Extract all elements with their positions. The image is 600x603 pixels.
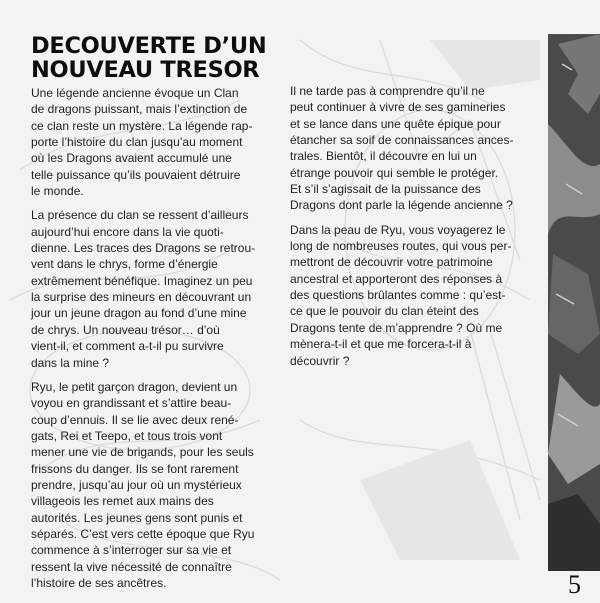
right-paragraph-1: Il ne tarde pas à comprendre qu’il ne peut continuer à vivre de ses gamineries et se lance dans une quête épique pour étancher sa soif de connaissances ances- trales. Bientôt, il découvre en lui un étrange pouvoir qui semble le protéger. Et s’il s’agissait de la puissance des Dragons dont parle la légende ancienne ? [290, 84, 514, 213]
left-paragraph-1: Une légende ancienne évoque un Clan de dragons puissant, mais l’extinction de ce clan reste un mystère. La légende rap- porte l’histoire du clan jusqu’au moment où les Dragons avaient accumulé une telle puissance qu’ils pouvaient détruire le monde. [31, 86, 253, 199]
left-paragraph-2: La présence du clan se ressent d’ailleurs aujourd’hui encore dans la vie quoti- dienne. Les traces des Dragons se retrou- vent dans le chrys, forme d’énergie extrêmement bénéfique. Imaginez un peu la surprise des mineurs en découvrant un jour un jeune dragon au fond d’une mine de chrys. Un nouveau trésor… d’où vient-il, et comment a-t-il pu survivre dans la mine ? [31, 208, 256, 370]
page-title: DECOUVERTE D’UN NOUVEAU TRESOR [31, 33, 267, 83]
page-number: 5 [568, 570, 581, 599]
character-artwork [548, 34, 600, 571]
left-text-column [31, 85, 271, 599]
right-text-column [290, 83, 522, 377]
character-artwork-strip [548, 34, 600, 571]
left-paragraph-3: Ryu, le petit garçon dragon, devient un voyou en grandissant et s’attire beau- coup d’ennuis. Il se lie avec deux rené- gats, Rei et Teepo, et tous trois vont mener une vie de brigands, pour les seuls frissons du danger. Ils se font rarement prendre, jusqu’au jour où un mystérieux villageois les remet aux mains des autorités. Les jeunes gens sont punis et séparés. C’est vers cette époque que Ryu commence à s’interroger sur sa vie et ressent la vive nécessité de connaître l’histoire de ses ancêtres. [31, 379, 255, 590]
right-paragraph-2: Dans la peau de Ryu, vous voyagerez le long de nombreuses routes, qui vous per- mettront de découvrir votre patrimoine ancestral et apporteront des réponses à des questions brûlantes comme : qu’est- ce que le pouvoir du clan éteint des Dragons tente de m’apprendre ? Où me mènera-t-il et que me forcera-t-il à découvrir ? [290, 222, 512, 368]
